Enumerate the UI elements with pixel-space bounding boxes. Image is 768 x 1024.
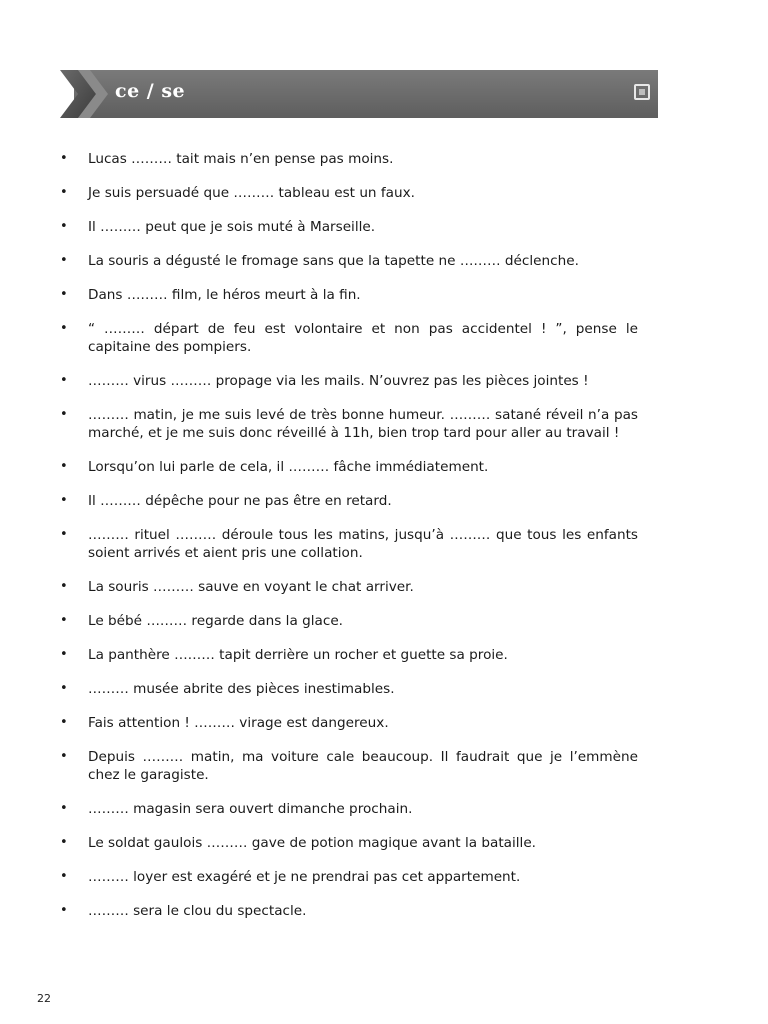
list-item-text: ……… rituel ……… déroule tous les matins, jusqu’à ……… que tous les enfants soient arrivés et aient pris une collation. <box>88 527 638 561</box>
list-item <box>60 748 638 784</box>
list-item <box>60 646 638 664</box>
list-item <box>60 612 638 630</box>
bullet-icon: • <box>60 527 68 542</box>
bullet-icon: • <box>60 219 68 234</box>
list-item <box>60 714 638 732</box>
bullet-icon: • <box>60 835 68 850</box>
bullet-icon: • <box>60 613 68 628</box>
list-item-text: Lorsqu’on lui parle de cela, il ……… fâche immédiatement. <box>88 459 489 475</box>
list-item <box>60 286 638 304</box>
list-item <box>60 406 638 442</box>
list-item <box>60 868 638 886</box>
bullet-icon: • <box>60 185 68 200</box>
section-header <box>60 70 658 118</box>
bullet-icon: • <box>60 681 68 696</box>
list-item-text: ……… sera le clou du spectacle. <box>88 903 307 919</box>
bullet-icon: • <box>60 749 68 764</box>
list-item <box>60 218 638 236</box>
bullet-icon: • <box>60 493 68 508</box>
list-item <box>60 184 638 202</box>
bullet-icon: • <box>60 715 68 730</box>
list-item-text: Il ……… peut que je sois muté à Marseille. <box>88 219 376 235</box>
list-item <box>60 834 638 852</box>
list-item <box>60 680 638 698</box>
list-item <box>60 372 638 390</box>
list-item-text: La souris a dégusté le fromage sans que la tapette ne ……… déclenche. <box>88 253 579 269</box>
list-item-text: “ ……… départ de feu est volontaire et non pas accidentel ! ”, pense le capitaine des pompiers. <box>88 321 638 355</box>
bullet-icon: • <box>60 647 68 662</box>
list-item-text: ……… musée abrite des pièces inestimables. <box>88 681 395 697</box>
list-item-text: Il ……… dépêche pour ne pas être en retard. <box>88 493 392 509</box>
bullet-icon: • <box>60 151 68 166</box>
square-icon <box>634 84 650 100</box>
bullet-icon: • <box>60 287 68 302</box>
exercise-list <box>60 150 638 936</box>
list-item-text: Depuis ……… matin, ma voiture cale beaucoup. Il faudrait que je l’emmène chez le garagiste. <box>88 749 638 783</box>
list-item-text: Je suis persuadé que ……… tableau est un faux. <box>88 185 415 201</box>
list-item <box>60 252 638 270</box>
section-title: ce / se <box>115 80 186 102</box>
bullet-icon: • <box>60 903 68 918</box>
list-item-text: Lucas ……… tait mais n’en pense pas moins. <box>88 151 394 167</box>
bullet-icon: • <box>60 869 68 884</box>
list-item <box>60 578 638 596</box>
list-item-text: Le bébé ……… regarde dans la glace. <box>88 613 344 629</box>
bullet-icon: • <box>60 579 68 594</box>
bullet-icon: • <box>60 459 68 474</box>
list-item-text: La souris ……… sauve en voyant le chat arriver. <box>88 579 414 595</box>
bullet-icon: • <box>60 407 68 422</box>
list-item <box>60 800 638 818</box>
list-item-text: La panthère ……… tapit derrière un rocher et guette sa proie. <box>88 647 508 663</box>
list-item <box>60 458 638 476</box>
list-item-text: ……… matin, je me suis levé de très bonne humeur. ……… satané réveil n’a pas marché, et je me suis donc réveillé à 11h, bien trop tard pour aller au travail ! <box>88 407 638 441</box>
list-item <box>60 492 638 510</box>
bullet-icon: • <box>60 373 68 388</box>
bullet-icon: • <box>60 801 68 816</box>
list-item-text: ……… virus ……… propage via les mails. N’ouvrez pas les pièces jointes ! <box>88 373 589 389</box>
list-item <box>60 526 638 562</box>
list-item-text: Fais attention ! ……… virage est dangereux. <box>88 715 389 731</box>
list-item <box>60 150 638 168</box>
list-item-text: Le soldat gaulois ……… gave de potion magique avant la bataille. <box>88 835 537 851</box>
bullet-icon: • <box>60 253 68 268</box>
list-item <box>60 902 638 920</box>
list-item <box>60 320 638 356</box>
list-item-text: ……… magasin sera ouvert dimanche prochain. <box>88 801 413 817</box>
list-item-text: Dans ……… film, le héros meurt à la fin. <box>88 287 361 303</box>
bullet-icon: • <box>60 321 68 336</box>
page-number: 22 <box>37 992 51 1005</box>
list-item-text: ……… loyer est exagéré et je ne prendrai pas cet appartement. <box>88 869 521 885</box>
